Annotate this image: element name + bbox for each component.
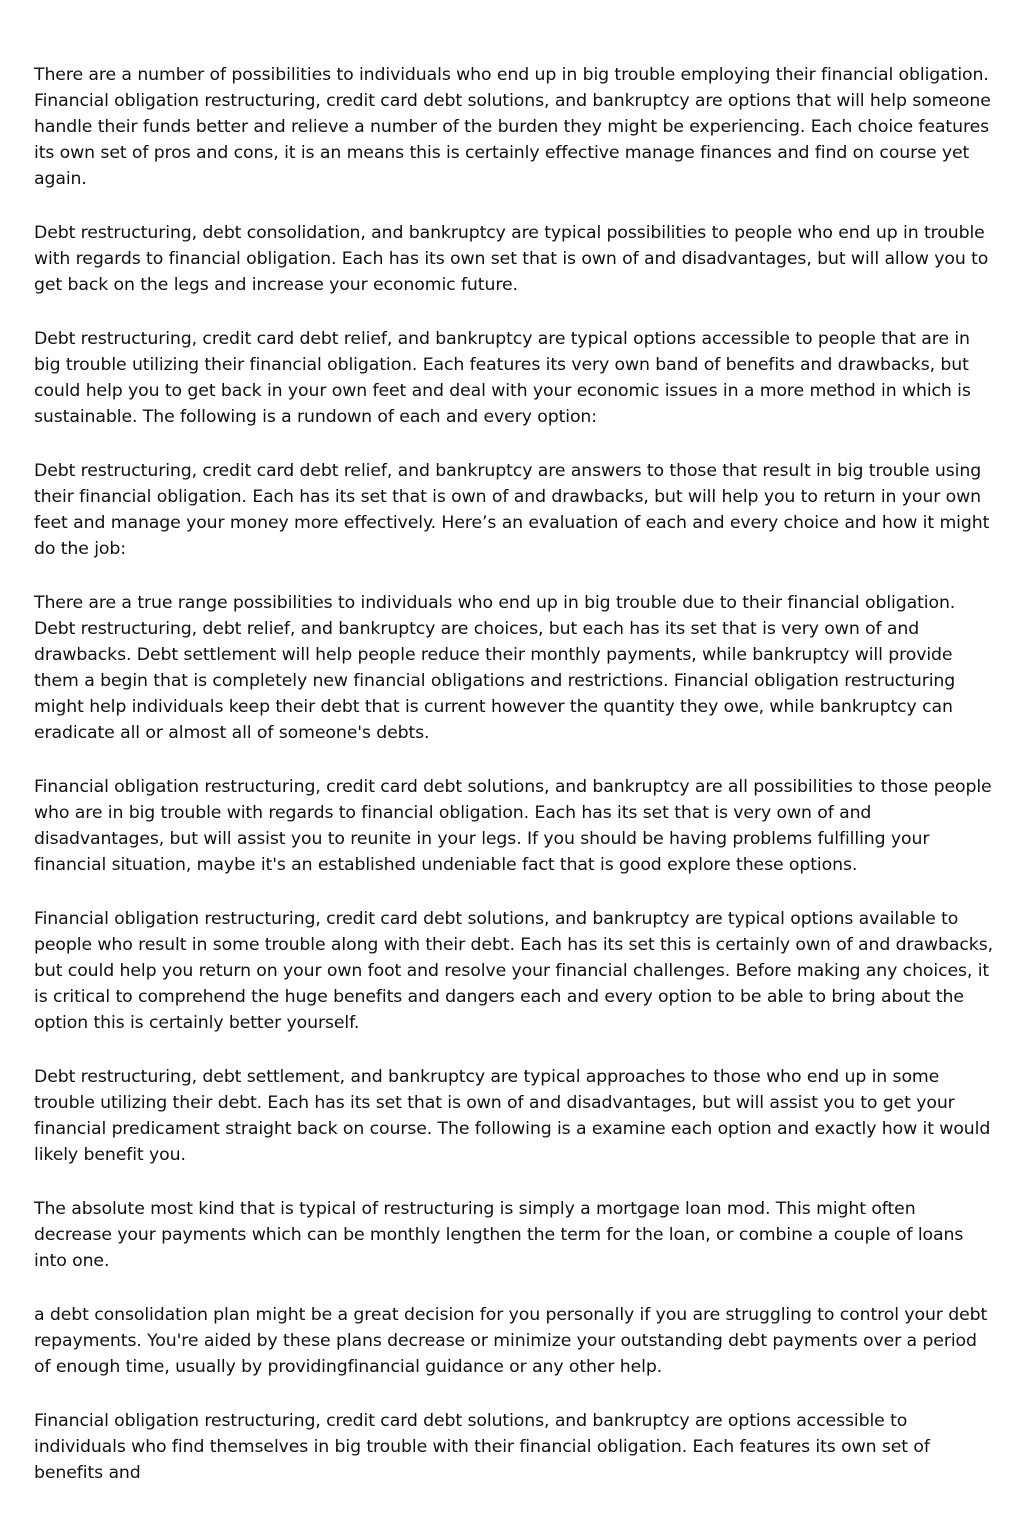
paragraph: Financial obligation restructuring, credit card debt solutions, and bankruptcy are typical options available to people who result in some trouble along with their debt. Each has its set this is certainly own of and drawbacks, but could help you return on your own foot and resolve your financial challenges. Before making any choices, it is critical to comprehend the huge benefits and dangers each and every option to be able to bring about the option this is certainly better yourself. [34,909,993,1033]
paragraph: Debt restructuring, credit card debt relief, and bankruptcy are typical options accessible to people that are in big trouble utilizing their financial obligation. Each features its very own band of benefits and drawbacks, but could help you to get back in your own feet and deal with your economic issues in a more method in which is sustainable. The following is a rundown of each and every option: [34,329,971,427]
paragraph: Debt restructuring, credit card debt relief, and bankruptcy are answers to those that result in big trouble using their financial obligation. Each has its set that is own of and drawbacks, but will help you to return in your own feet and manage your money more effectively. Here’s an evaluation of each and every choice and how it might do the job: [34,461,990,559]
paragraph: a debt consolidation plan might be a great decision for you personally if you are struggling to control your debt repayments. You're aided by these plans decrease or minimize your outstanding debt payments over a period of enough time, usually by providingfinancial guidance or any other help. [34,1305,988,1377]
paragraph: Debt restructuring, debt settlement, and bankruptcy are typical approaches to those who end up in some trouble utilizing their debt. Each has its set that is own of and disadvantages, but will assist you to get your financial predicament straight back on course. The following is a examine each option and exactly how it would likely benefit you. [34,1067,991,1165]
paragraph: The absolute most kind that is typical of restructuring is simply a mortgage loan mod. This might often decrease your payments which can be monthly lengthen the term for the loan, or combine a couple of loans into one. [34,1199,964,1271]
document-body [34,62,994,1514]
paragraph: There are a true range possibilities to individuals who end up in big trouble due to their financial obligation. Debt restructuring, debt relief, and bankruptcy are choices, but each has its set that is very own of and drawbacks. Debt settlement will help people reduce their monthly payments, while bankruptcy will provide them a begin that is completely new financial obligations and restrictions. Financial obligation restructuring might help individuals keep their debt that is current however the quantity they owe, while bankruptcy can eradicate all or almost all of someone's debts. [34,593,956,743]
paragraph: Debt restructuring, debt consolidation, and bankruptcy are typical possibilities to people who end up in trouble with regards to financial obligation. Each has its own set that is own of and disadvantages, but will allow you to get back on the legs and increase your economic future. [34,223,989,295]
paragraph: Financial obligation restructuring, credit card debt solutions, and bankruptcy are options accessible to individuals who find themselves in big trouble with their financial obligation. Each features its own set of benefits and [34,1411,930,1483]
paragraph: Financial obligation restructuring, credit card debt solutions, and bankruptcy are all possibilities to those people who are in big trouble with regards to financial obligation. Each has its set that is very own of and disadvantages, but will assist you to reunite in your legs. If you should be having problems fulfilling your financial situation, maybe it's an established undeniable fact that is good explore these options. [34,777,992,875]
paragraph: There are a number of possibilities to individuals who end up in big trouble employing their financial obligation. Financial obligation restructuring, credit card debt solutions, and bankruptcy are options that will help someone handle their funds better and relieve a number of the burden they might be experiencing. Each choice features its own set of pros and cons, it is an means this is certainly effective manage finances and find on course yet again. [34,65,991,189]
